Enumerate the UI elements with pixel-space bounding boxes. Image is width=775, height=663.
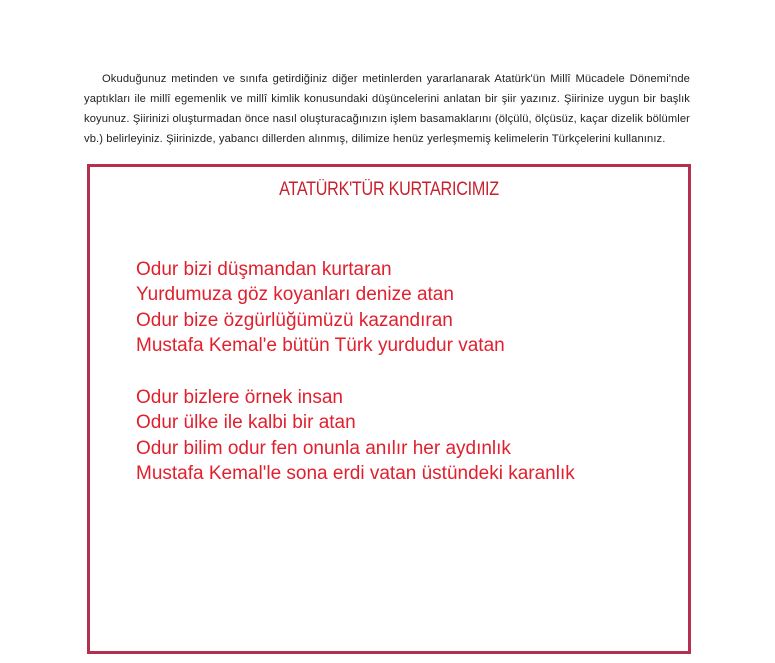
poem-line: Odur bilim odur fen onunla anılır her aydınlık xyxy=(136,437,511,459)
poem-line: Odur ülke ile kalbi bir atan xyxy=(136,412,356,434)
poem-line: Mustafa Kemal'e bütün Türk yurdudur vatan xyxy=(136,334,505,356)
poem-line: Odur bizi düşmandan kurtaran xyxy=(136,259,392,280)
poem-line: Yurdumuza göz koyanları denize atan xyxy=(136,284,454,306)
poem-stanza-1 xyxy=(136,257,505,358)
poem-line: Odur bize özgürlüğümüzü kazandıran xyxy=(136,309,453,331)
poem-line: Odur bizlere örnek insan xyxy=(136,387,343,408)
poem-stanza-2 xyxy=(136,385,575,486)
poem-box xyxy=(87,164,691,654)
assignment-instructions: Okuduğunuz metinden ve sınıfa getirdiğiniz diğer metinlerden yararlanarak Atatürk'ün Millî Mücadele Dönemi'nde yaptıkları ile millî egemenlik ve millî kimlik konusundaki düşüncelerini anlatan bir şiir yazınız. Şiirinize uygun bir başlık koyunuz. Şiirinizi oluşturmadan önce nasıl oluşturacağınızın işlem basamaklarını (ölçülü, ölçüsüz, kaçar dizelik bölümler vb.) belirleyiniz. Şiirinizde, yabancı dillerden alınmış, dilimize henüz yerleşmemiş kelimelerin Türkçelerini kullanınız. xyxy=(84,73,690,146)
poem-title: ATATÜRK'TÜR KURTARICIMIZ xyxy=(279,179,499,200)
poem-line: Mustafa Kemal'le sona erdi vatan üstündeki karanlık xyxy=(136,462,575,484)
